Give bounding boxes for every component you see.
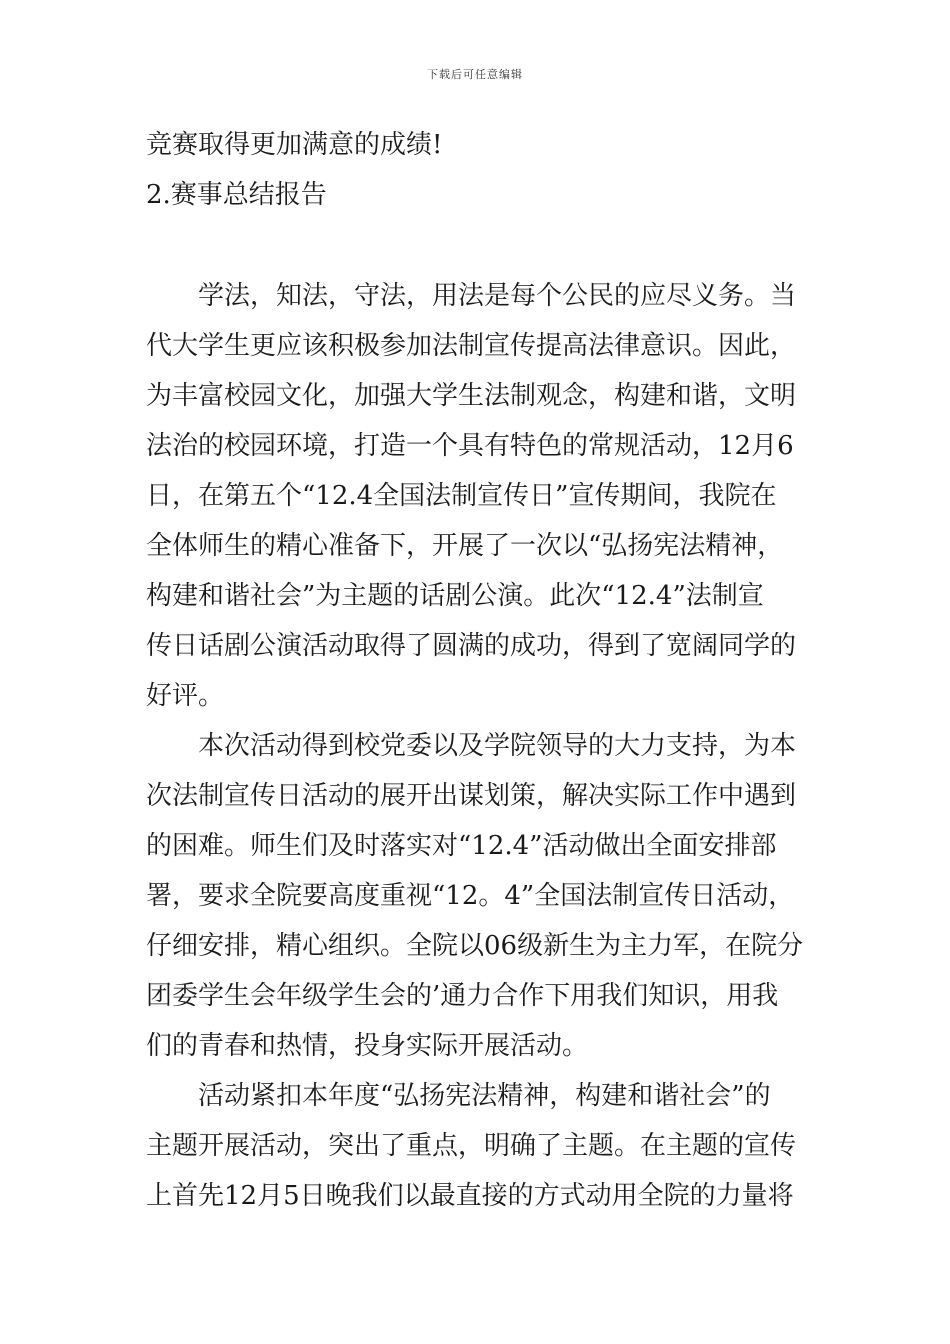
paragraph-line: 学法，知法，守法，用法是每个公民的应尽义务。当 (146, 281, 797, 311)
paragraph-line: 主题开展活动，突出了重点，明确了主题。在主题的宣传 (146, 1131, 797, 1161)
paragraph-3 (146, 1071, 810, 1221)
paragraph-line: 传日话剧公演活动取得了圆满的成功，得到了宽阔同学的 (146, 631, 797, 661)
paragraph-line: 全体师生的精心准备下，开展了一次以“弘扬宪法精神， (146, 531, 784, 561)
paragraph-line: 仔细安排，精心组织。全院以06级新生为主力军，在院分 (146, 931, 804, 961)
paragraph-line: 好评。 (146, 681, 225, 711)
section-title: 2.赛事总结报告 (146, 180, 327, 210)
paragraph-line: 法治的校园环境，打造一个具有特色的常规活动，12月6 (146, 431, 794, 461)
paragraph-line: 上首先12月5日晚我们以最直接的方式动用全院的力量将 (146, 1181, 794, 1211)
intro-block (146, 120, 810, 220)
paragraph-line: 次法制宣传日活动的展开出谋划策，解决实际工作中遇到 (146, 781, 797, 811)
paragraph-line: 日，在第五个“12.4全国法制宣传日”宣传期间，我院在 (146, 481, 777, 511)
paragraph-line: 们的青春和热情，投身实际开展活动。 (146, 1031, 589, 1061)
paragraph-line: 的困难。师生们及时落实对“12.4”活动做出全面安排部 (146, 831, 777, 861)
paragraph-line: 署，要求全院要高度重视“12。4”全国法制宣传日活动， (146, 881, 795, 911)
paragraph-line: 为丰富校园文化，加强大学生法制观念，构建和谐，文明 (146, 381, 797, 411)
paragraph-line: 团委学生会年级学生会的’通力合作下用我们知识，用我 (146, 981, 779, 1011)
paragraph-line: 构建和谐社会”为主题的话剧公演。此次“12.4”法制宣 (146, 581, 764, 611)
page-header-note: 下载后可任意编辑 (427, 68, 523, 81)
paragraph-2 (146, 721, 810, 1071)
paragraph-1 (146, 271, 810, 721)
intro-line: 竞赛取得更加满意的成绩! (146, 130, 443, 160)
paragraph-line: 代大学生更应该积极参加法制宣传提高法律意识。因此， (146, 331, 797, 361)
paragraph-line: 本次活动得到校党委以及学院领导的大力支持，为本 (146, 731, 797, 761)
paragraph-line: 活动紧扣本年度“弘扬宪法精神，构建和谐社会”的 (146, 1081, 771, 1111)
